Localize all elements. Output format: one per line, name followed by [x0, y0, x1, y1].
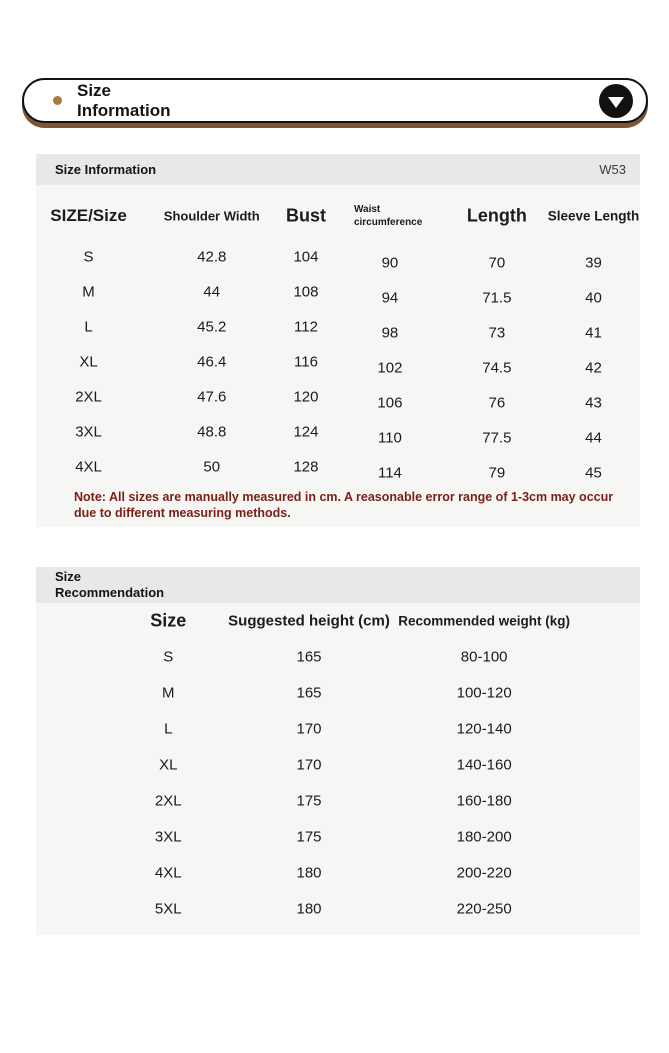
- size-information-expander[interactable]: [22, 78, 648, 123]
- shoulder-width-cell: 45.2: [197, 318, 227, 335]
- recommended-weight-cell: 200-220: [456, 864, 512, 881]
- suggested-height-cell: 175: [296, 828, 322, 845]
- recommended-weight-cell: 160-180: [456, 792, 512, 809]
- size-label-cell: 3XL: [75, 423, 102, 440]
- recommended-weight-cell: 140-160: [456, 756, 512, 773]
- recommendation-table-header-row: [36, 603, 640, 639]
- size-table-title-bar: [36, 154, 640, 185]
- recommendation-table-row: [36, 639, 640, 675]
- recommendation-table-body: [36, 639, 640, 927]
- column-header-length: Length: [466, 205, 527, 226]
- column-header-recommended-weight: Recommended weight (kg): [398, 613, 571, 628]
- size-label-cell: M: [162, 684, 175, 701]
- length-cell: 79: [488, 464, 506, 481]
- collapse-toggle-button[interactable]: [599, 84, 633, 118]
- size-label-cell: M: [82, 283, 95, 300]
- length-cell: 71.5: [482, 289, 512, 306]
- shoulder-width-cell: 47.6: [197, 388, 227, 405]
- sleeve-length-cell: 45: [585, 464, 602, 481]
- size-table-row: [36, 379, 640, 414]
- size-label-cell: XL: [159, 756, 178, 773]
- suggested-height-cell: 175: [296, 792, 322, 809]
- sleeve-length-cell: 40: [585, 289, 602, 306]
- shoulder-width-cell: 50: [203, 458, 221, 475]
- length-cell: 74.5: [482, 359, 512, 376]
- suggested-height-cell: 165: [296, 648, 322, 665]
- size-table-row: [36, 309, 640, 344]
- size-label-cell: XL: [79, 353, 98, 370]
- waist-circumference-cell: 102: [377, 359, 403, 376]
- bust-cell: 116: [294, 353, 318, 370]
- sleeve-length-cell: 44: [585, 429, 602, 446]
- size-label-cell: S: [83, 248, 94, 265]
- recommended-weight-cell: 180-200: [456, 828, 512, 845]
- size-table-row: [36, 344, 640, 379]
- size-table-row: [36, 239, 640, 274]
- recommendation-table: [36, 603, 640, 927]
- recommendation-table-title-bar: [36, 567, 640, 603]
- sleeve-length-cell: 42: [585, 359, 602, 376]
- size-table-row: [36, 449, 640, 484]
- recommendation-table-row: [36, 747, 640, 783]
- size-label-cell: 3XL: [154, 828, 182, 845]
- column-header-size: SIZE/Size: [50, 206, 127, 225]
- recommendation-table-row: [36, 675, 640, 711]
- recommendation-table-row: [36, 783, 640, 819]
- bust-cell: 108: [293, 283, 319, 300]
- shoulder-width-cell: 48.8: [197, 423, 227, 440]
- section-title: Size Information: [77, 80, 171, 120]
- suggested-height-cell: 170: [296, 720, 322, 737]
- recommended-weight-cell: 220-250: [456, 900, 512, 917]
- recommendation-table-row: [36, 711, 640, 747]
- recommendation-table-row: [36, 891, 640, 927]
- size-label-cell: 2XL: [154, 792, 182, 809]
- size-label-cell: 4XL: [75, 458, 102, 475]
- column-header-sleeve-length: Sleeve Length: [547, 208, 640, 224]
- length-cell: 73: [488, 324, 506, 341]
- size-recommendation-panel: [36, 567, 640, 935]
- bust-cell: 104: [293, 248, 319, 265]
- suggested-height-cell: 180: [296, 900, 322, 917]
- size-table-header-row: [36, 185, 640, 239]
- sleeve-length-cell: 39: [585, 254, 602, 271]
- waist-circumference-cell: 110: [377, 429, 402, 446]
- waist-circumference-cell: 114: [377, 464, 402, 481]
- recommended-weight-cell: 80-100: [460, 648, 508, 665]
- recommended-weight-cell: 100-120: [456, 684, 512, 701]
- size-label-cell: L: [164, 720, 173, 737]
- recommendation-table-row: [36, 819, 640, 855]
- chevron-down-icon: [608, 97, 624, 108]
- waist-circumference-cell: 106: [377, 394, 403, 411]
- size-label-cell: 5XL: [154, 900, 182, 917]
- recommendation-table-title: Size Recommendation: [55, 568, 165, 600]
- bust-cell: 124: [293, 423, 319, 440]
- length-cell: 77.5: [482, 429, 512, 446]
- sleeve-length-cell: 43: [585, 394, 602, 411]
- size-table-row: [36, 274, 640, 309]
- bullet-icon: [53, 96, 62, 105]
- length-cell: 76: [488, 394, 506, 411]
- column-header-shoulder-width: Shoulder Width: [163, 208, 260, 224]
- waist-circumference-cell: 98: [381, 324, 399, 341]
- shoulder-width-cell: 42.8: [197, 248, 227, 265]
- column-header-bust: Bust: [285, 205, 326, 226]
- style-code: W53: [599, 162, 626, 177]
- size-label-cell: L: [84, 318, 93, 335]
- suggested-height-cell: 170: [296, 756, 322, 773]
- column-header-size: Size: [150, 610, 187, 630]
- column-header-suggested-height: Suggested height (cm): [228, 612, 390, 629]
- recommended-weight-cell: 120-140: [456, 720, 512, 737]
- size-label-cell: S: [163, 648, 174, 665]
- suggested-height-cell: 180: [296, 864, 322, 881]
- size-table: [36, 185, 640, 522]
- size-table-row: [36, 414, 640, 449]
- size-table-body: [36, 239, 640, 484]
- size-table-title: Size Information: [55, 161, 157, 177]
- recommendation-table-row: [36, 855, 640, 891]
- sleeve-length-cell: 41: [585, 324, 602, 341]
- length-cell: 70: [488, 254, 506, 271]
- measurement-note: Note: All sizes are manually measured in cm. A reasonable error range of 1-3cm may occur due to different measuring methods.: [74, 490, 614, 521]
- waist-circumference-cell: 90: [381, 254, 399, 271]
- size-label-cell: 4XL: [154, 864, 182, 881]
- waist-circumference-cell: 94: [381, 289, 399, 306]
- shoulder-width-cell: 44: [203, 283, 221, 300]
- bust-cell: 128: [293, 458, 319, 475]
- size-label-cell: 2XL: [75, 388, 102, 405]
- suggested-height-cell: 165: [296, 684, 322, 701]
- bust-cell: 112: [294, 318, 318, 335]
- size-information-panel: [36, 154, 640, 527]
- bust-cell: 120: [293, 388, 319, 405]
- shoulder-width-cell: 46.4: [197, 353, 227, 370]
- column-header-waist-circumference: Waist circumference: [353, 204, 423, 228]
